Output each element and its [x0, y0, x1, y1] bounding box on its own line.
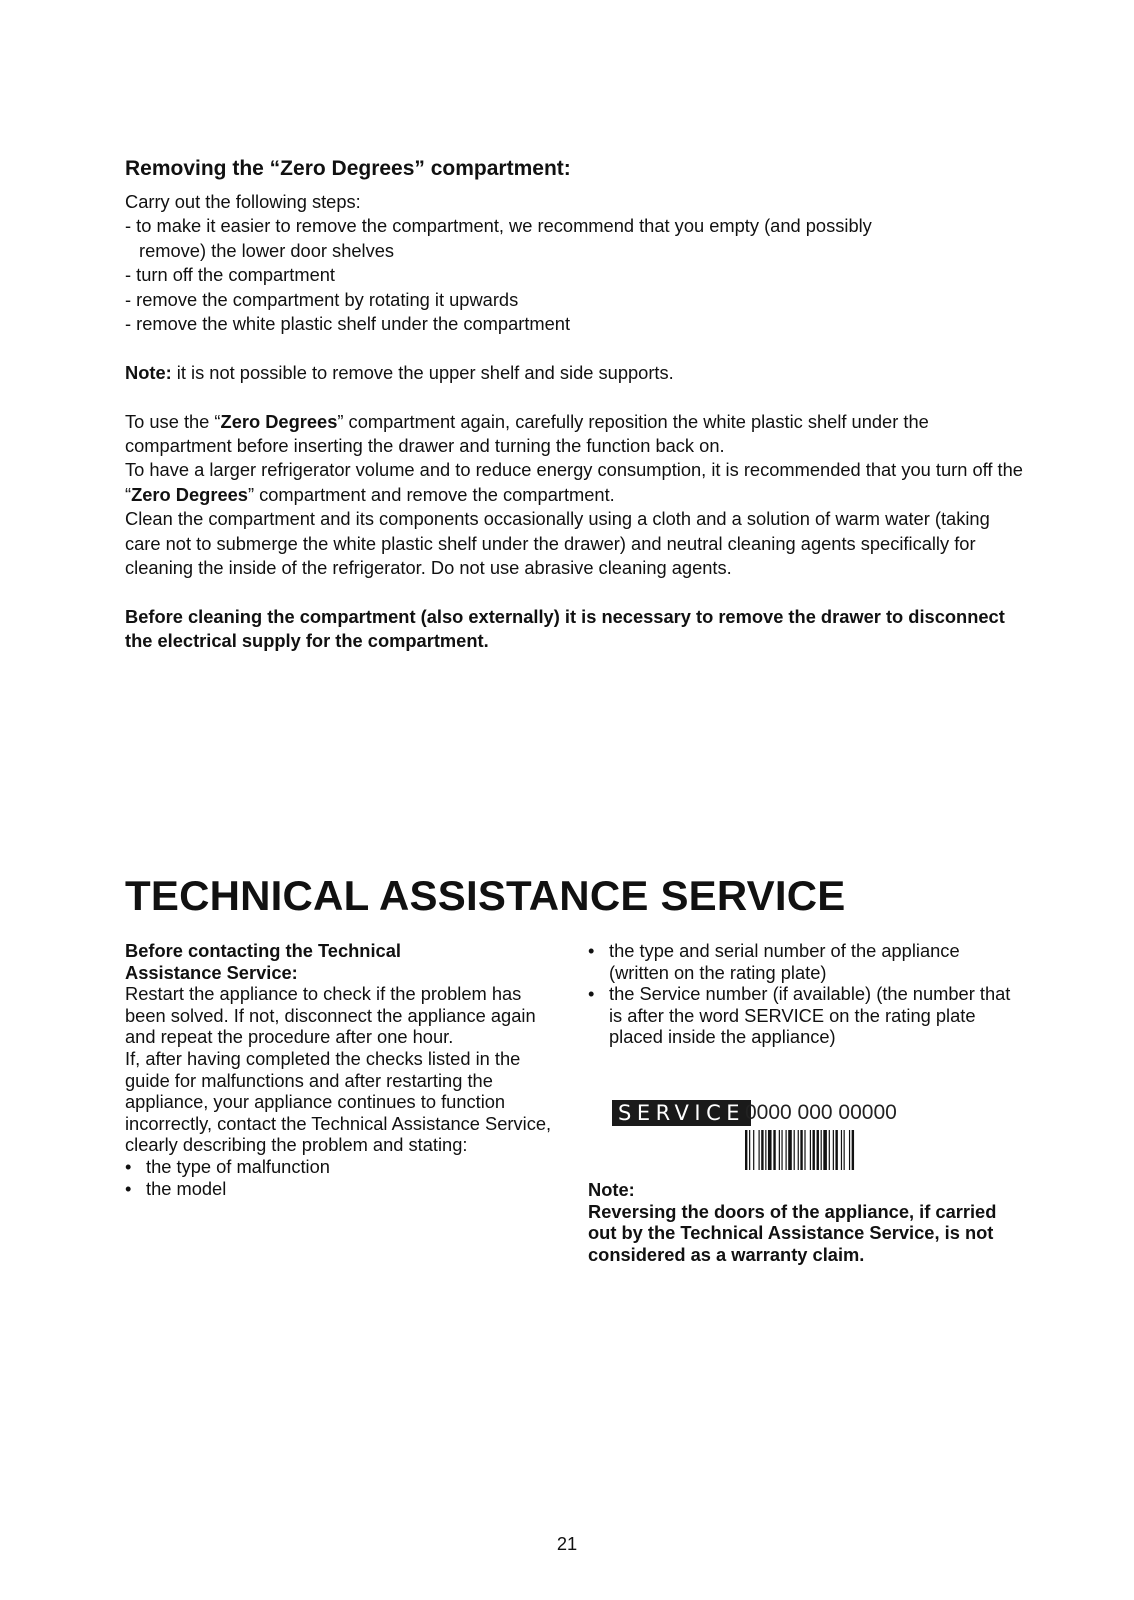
bullet-icon: •	[125, 1177, 132, 1199]
cleaning-paragraph: Clean the compartment and its components occasionally using a cloth and a solution of warm water (taking care not to submerge the white plastic shelf under the drawer) and neutral cleaning agents specifically for cleaning the inside of the refrigerator. Do not use abrasive cleaning agents.	[125, 508, 990, 579]
reuse-paragraph	[125, 410, 1025, 459]
note-label: Note:	[125, 361, 172, 383]
list-item	[125, 1178, 565, 1200]
warning-paragraph: Before cleaning the compartment (also externally) it is necessary to remove the drawer to disconnect the electrical supply for the compartment.	[125, 605, 1005, 652]
note-text: it is not possible to remove the upper shelf and side supports.	[171, 361, 674, 383]
left-column	[125, 940, 565, 1199]
service-rating-plate	[612, 1100, 902, 1180]
service-label: SERVICE	[612, 1100, 751, 1126]
text-run: To have a larger refrigerator volume and to reduce energy consumption, it is recommended that you turn off the “	[125, 459, 1023, 505]
left-paragraph-1: Restart the appliance to check if the problem has been solved. If not, disconnect the appliance again and repeat the procedure after one hour.	[125, 983, 536, 1048]
left-heading: Before contacting the Technical Assistance Service:	[125, 940, 401, 983]
step-item: - remove the compartment by rotating it upwards	[125, 288, 519, 310]
barcode-icon	[745, 1130, 895, 1170]
service-number: 0000 000 00000	[745, 1101, 897, 1124]
zero-degrees-section	[125, 157, 1025, 654]
list-item	[588, 983, 1018, 1048]
zero-degrees-term: Zero Degrees	[220, 410, 338, 432]
section-heading: Removing the “Zero Degrees” compartment:	[125, 157, 571, 180]
steps-intro: Carry out the following steps:	[125, 191, 361, 212]
text-run: ” compartment again, carefully reposition the white plastic shelf under the compartment before inserting the drawer and turning the function back on.	[125, 410, 929, 457]
step-item: - remove the white plastic shelf under the compartment	[125, 313, 571, 335]
text-run: ” compartment and remove the compartment.	[247, 483, 615, 505]
text-run: To use the “	[125, 410, 221, 432]
left-paragraph-2: If, after having completed the checks listed in the guide for malfunctions and after restarting the appliance, your appliance continues to function incorrectly, contact the Technical Assistance Service, clearly describing the problem and stating:	[125, 1047, 552, 1156]
list-item-text: the model	[146, 1177, 227, 1199]
list-item-text: the type and serial number of the appliance (written on the rating plate)	[609, 940, 960, 983]
list-item	[588, 940, 1018, 983]
list-item-text: the Service number (if available) (the number that is after the word SERVICE on the rating plate placed inside the appliance)	[609, 983, 1011, 1048]
right-column	[588, 940, 1018, 1048]
note-label: Note:	[588, 1179, 635, 1200]
step-item-continued: remove) the lower door shelves	[139, 239, 395, 261]
zero-degrees-term: Zero Degrees	[131, 483, 248, 505]
bullet-icon: •	[125, 1155, 132, 1177]
bullet-icon: •	[588, 940, 595, 961]
service-note	[588, 1179, 1008, 1265]
energy-paragraph	[125, 458, 1025, 507]
step-item: - turn off the compartment	[125, 264, 335, 286]
step-item: - to make it easier to remove the compartment, we recommend that you empty (and possibly	[125, 215, 872, 237]
note-text: Reversing the doors of the appliance, if carried out by the Technical Assistance Service, is not considered as a warranty claim.	[588, 1200, 997, 1265]
note-paragraph	[125, 361, 1025, 385]
list-item	[125, 1156, 565, 1178]
page-number: 21	[556, 1533, 578, 1554]
list-item-text: the type of malfunction	[146, 1155, 330, 1177]
bullet-icon: •	[588, 983, 595, 1005]
service-title: TECHNICAL ASSISTANCE SERVICE	[125, 872, 846, 919]
